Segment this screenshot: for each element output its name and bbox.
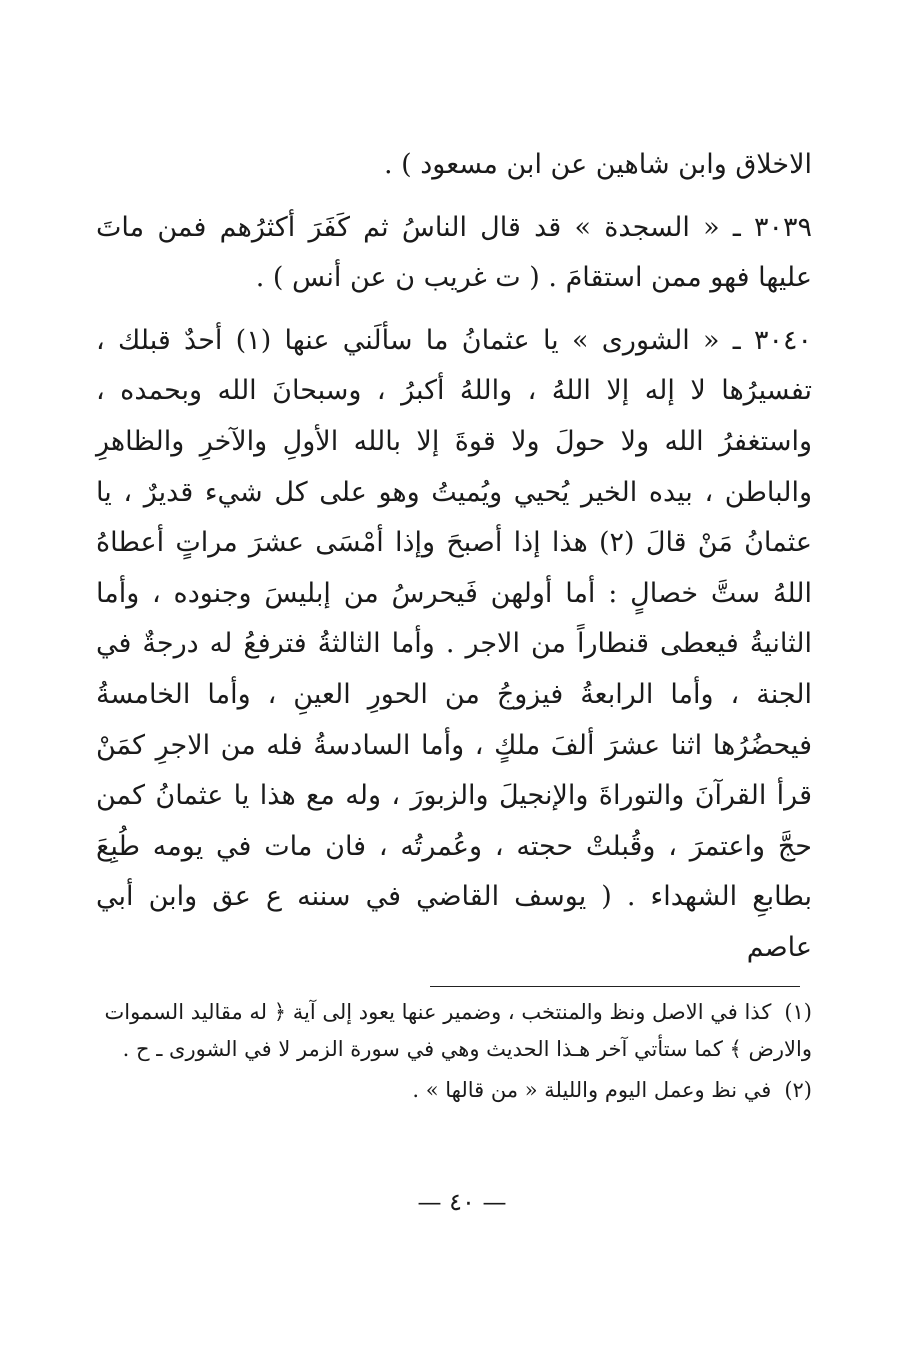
footnote-text: في نظ وعمل اليوم والليلة « من قالها » . [412, 1078, 772, 1102]
footnote-number: (١) [784, 1000, 812, 1024]
footnotes [96, 994, 812, 1113]
hadith-3040: ٣٠٤٠ ـ « الشورى » يا عثمانُ ما سألَني عنها (١) أحدٌ قبلك ، تفسيرُها لا إله إلا اللهُ ، واللهُ أكبرُ ، وسبحانَ الله وبحمده ، واستغفرُ الله ولا حولَ ولا قوةَ إلا بالله الأولِ والآخرِ والظاهرِ والباطن ، بيده الخير يُحيي ويُميتُ وهو على كل شيء قديرٌ ، يا عثمانُ مَنْ قالَ (٢) هذا إذا أصبحَ وإذا أمْسَى عشرَ مراتٍ أعطاهُ اللهُ ستَّ خصالٍ : أما أولهن فَيحرسُ من إبليسَ وجنوده ، وأما الثانيةُ فيعطى قنطاراً من الاجر . وأما الثالثةُ فترفعُ له درجةٌ في الجنة ، وأما الرابعةُ فيزوجُ من الحورِ العينِ ، وأما الخامسةُ فيحضُرُها اثنا عشرَ ألفَ ملكٍ ، وأما السادسةُ فله من الاجرِ كمَنْ قرأ القرآنَ والتوراةَ والإنجيلَ والزبورَ ، وله مع هذا يا عثمانُ كمن حجَّ واعتمرَ ، وقُبلتْ حجته ، وعُمرتُه ، فان مات في يومه طُبِعَ بطابعِ الشهداء . ( يوسف القاضي في سننه ع عق وابن أبي عاصم [96, 324, 812, 963]
hadith-3039: ٣٠٣٩ ـ « السجدة » قد قال الناسُ ثم كَفَرَ أكثرُهم فمن ماتَ عليها فهو ممن استقامَ . ( ت غريب ن عن أنس ) . [96, 211, 812, 294]
footnote-text: كذا في الاصل ونظ والمنتخب ، وضمير عنها يعود إلى آية ﴿ له مقاليد السموات والارض ﴾ كما ستأتي آخر هـذا الحديث وهي في سورة الزمر لا في الشورى ـ ح . [104, 1000, 812, 1061]
footnote-2 [96, 1072, 812, 1109]
main-text [96, 140, 812, 986]
footnote-1 [96, 994, 812, 1068]
paragraph-continuation: الاخلاق وابن شاهين عن ابن مسعود ) . [383, 149, 812, 180]
footnote-number: (٢) [784, 1078, 812, 1102]
footnote-divider [430, 986, 800, 987]
page-number: — ٤٠ — [417, 1188, 507, 1216]
